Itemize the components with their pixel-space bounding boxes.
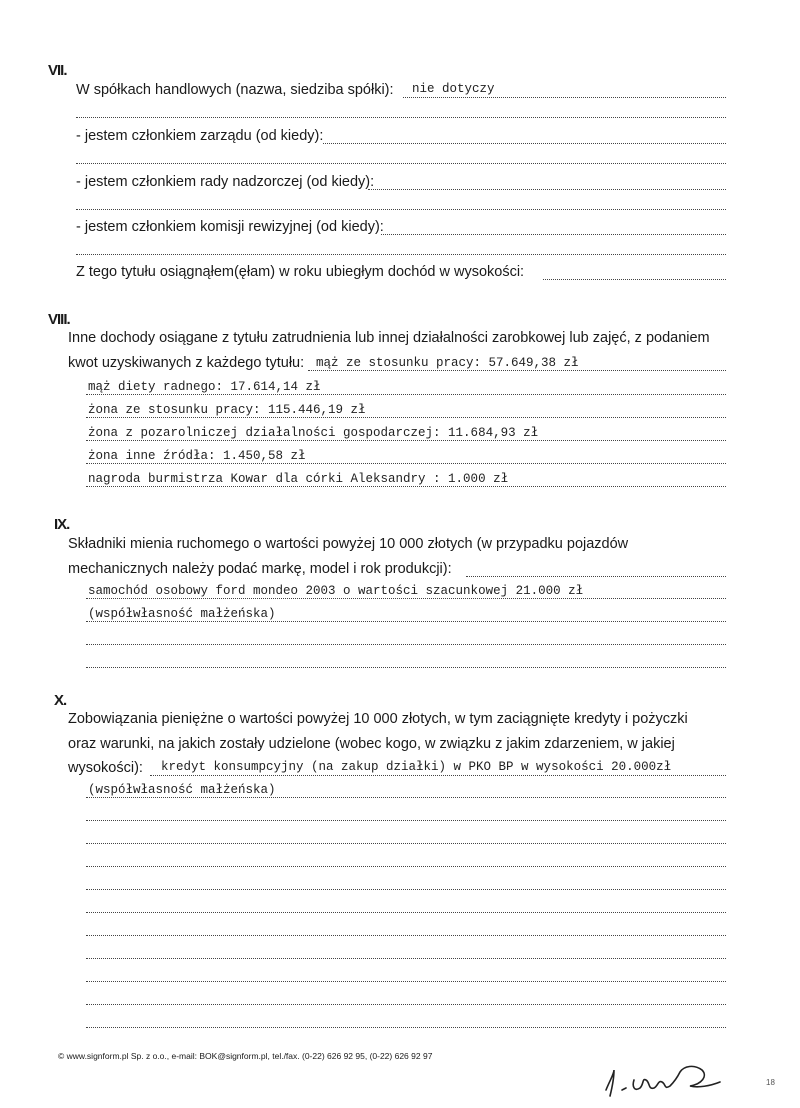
movable-assets-dotted-line — [86, 667, 726, 668]
liabilities-dotted-line — [86, 1027, 726, 1028]
movable-assets-entry: samochód osobowy ford mondeo 2003 o wartości szacunkowej 21.000 zł — [88, 584, 584, 598]
other-income-text-line2: kwot uzyskiwanych z każdego tytułu: — [68, 355, 305, 371]
board-member-label: - jestem członkiem zarządu (od kiedy): — [76, 128, 324, 144]
other-income-entry: nagroda burmistrza Kowar dla córki Aleksandry : 1.000 zł — [88, 472, 509, 486]
corner-mark: 18 — [766, 1078, 775, 1087]
supervisory-board-dotted-line — [368, 189, 726, 190]
companies-dotted-line-2 — [76, 117, 726, 118]
other-income-dotted-line — [86, 440, 726, 441]
section-ix-numeral: IX. — [54, 516, 70, 533]
liabilities-dotted-line — [150, 775, 726, 776]
supervisory-board-dotted-line-2 — [76, 209, 726, 210]
other-income-dotted-line — [86, 463, 726, 464]
liabilities-entry: (współwłasność małżeńska) — [88, 783, 276, 797]
companies-value: nie dotyczy — [412, 82, 495, 96]
other-income-entry: mąż diety radnego: 17.614,14 zł — [88, 380, 321, 394]
board-member-dotted-line-2 — [76, 163, 726, 164]
section-viii-numeral: VIII. — [48, 311, 70, 328]
board-member-dotted-line — [323, 143, 726, 144]
liabilities-dotted-line — [86, 820, 726, 821]
movable-assets-dotted-line — [86, 644, 726, 645]
liabilities-dotted-line — [86, 958, 726, 959]
movable-assets-dotted-line — [86, 621, 726, 622]
other-income-text-line1: Inne dochody osiągane z tytułu zatrudnienia lub innej działalności zarobkowej lub zajęć, z podaniem — [68, 330, 710, 346]
section-x-numeral: X. — [54, 692, 67, 709]
liabilities-text-line1: Zobowiązania pieniężne o wartości powyżej 10 000 złotych, w tym zaciągnięte kredyty i pożyczki — [68, 711, 688, 727]
liabilities-dotted-line — [86, 912, 726, 913]
supervisory-board-label: - jestem członkiem rady nadzorczej (od kiedy): — [76, 174, 375, 190]
other-income-dotted-line — [308, 370, 726, 371]
movable-assets-text-line2: mechanicznych należy podać markę, model i rok produkcji): — [68, 561, 452, 577]
liabilities-dotted-line — [86, 843, 726, 844]
liabilities-dotted-line — [86, 889, 726, 890]
liabilities-text-line2: oraz warunki, na jakich zostały udzielone (wobec kogo, w związku z jakim zdarzeniem, w jakiej — [68, 736, 675, 752]
movable-assets-text-line1: Składniki mienia ruchomego o wartości powyżej 10 000 złotych (w przypadku pojazdów — [68, 536, 629, 552]
audit-committee-label: - jestem członkiem komisji rewizyjnej (od kiedy): — [76, 219, 384, 235]
footer-text: © www.signform.pl Sp. z o.o., e-mail: BOK@signform.pl, tel./fax. (0-22) 626 92 95, (0-22) 626 92 97 — [58, 1051, 433, 1061]
other-income-entry: żona ze stosunku pracy: 115.446,19 zł — [88, 403, 366, 417]
liabilities-dotted-line — [86, 935, 726, 936]
other-income-dotted-line — [86, 394, 726, 395]
other-income-entry: żona inne źródła: 1.450,58 zł — [88, 449, 306, 463]
companies-label: W spółkach handlowych (nazwa, siedziba spółki): — [76, 82, 394, 98]
liabilities-dotted-line — [86, 981, 726, 982]
other-income-entry: mąż ze stosunku pracy: 57.649,38 zł — [316, 356, 579, 370]
audit-committee-dotted-line-2 — [76, 254, 726, 255]
movable-assets-entry: (współwłasność małżeńska) — [88, 607, 276, 621]
movable-assets-dotted-line — [86, 598, 726, 599]
liabilities-dotted-line — [86, 866, 726, 867]
liabilities-text-line3: wysokości): — [68, 760, 143, 776]
liabilities-entry: kredyt konsumpcyjny (na zakup działki) w PKO BP w wysokości 20.000zł — [161, 760, 672, 774]
other-income-dotted-line — [86, 486, 726, 487]
income-dotted-line — [543, 279, 726, 280]
liabilities-dotted-line — [86, 797, 726, 798]
other-income-dotted-line — [86, 417, 726, 418]
section-vii-numeral: VII. — [48, 62, 67, 79]
audit-committee-dotted-line — [381, 234, 726, 235]
companies-dotted-line — [403, 97, 726, 98]
signature-drawing — [598, 1050, 728, 1100]
income-label: Z tego tytułu osiągnąłem(ęłam) w roku ubiegłym dochód w wysokości: — [76, 264, 525, 280]
other-income-entry: żona z pozarolniczej działalności gospodarczej: 11.684,93 zł — [88, 426, 539, 440]
movable-assets-dotted-line — [466, 576, 726, 577]
liabilities-dotted-line — [86, 1004, 726, 1005]
